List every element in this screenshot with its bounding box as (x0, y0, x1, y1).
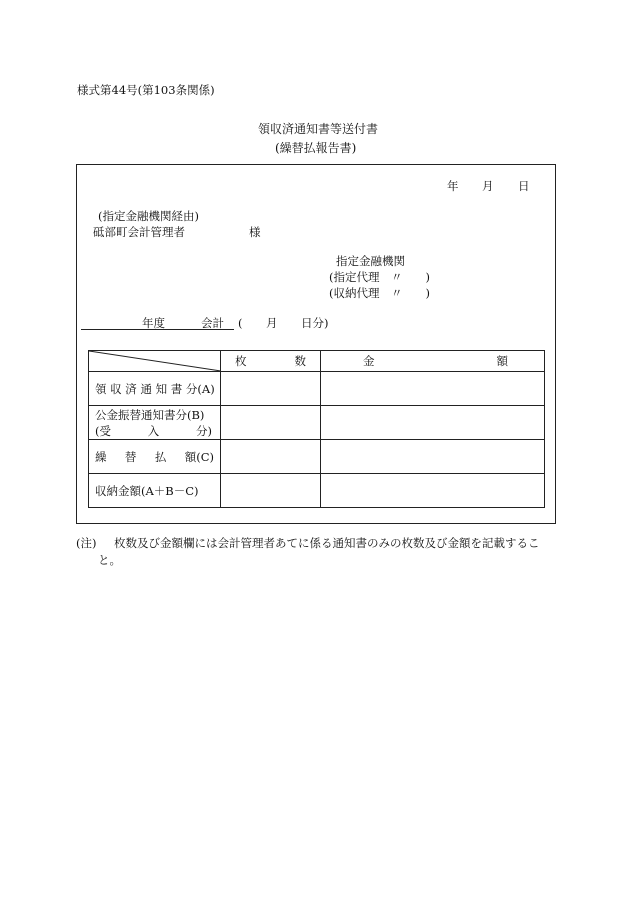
label-part: 払 (154, 449, 167, 464)
table-row (89, 406, 545, 440)
fiscal-year-label: 年度 (142, 316, 165, 330)
document-subtitle: (繰替払報告書) (275, 141, 357, 155)
routing-note: (指定金融機関経由) (98, 209, 199, 223)
sender-agent: (指定代理 〃 ) (329, 270, 430, 284)
label-part: 替 (124, 449, 137, 464)
amount-cell-total[interactable] (321, 474, 545, 508)
amount-cell-reallocation[interactable] (321, 440, 545, 474)
count-header (221, 351, 321, 372)
date-day-label: 日 (518, 179, 530, 193)
sender-institution: 指定金融機関 (336, 254, 405, 268)
amount-cell-transfer[interactable] (321, 406, 545, 440)
table-row (89, 372, 545, 406)
diagonal-header-cell (89, 351, 221, 372)
count-header-char-2: 数 (294, 354, 306, 368)
diagonal-line (89, 351, 221, 371)
sender-collection-agent: (収納代理 〃 ) (329, 286, 430, 300)
form-number: 様式第44号(第103条関係) (77, 83, 215, 97)
amount-header (321, 351, 545, 372)
count-header-char-1: 枚 (235, 354, 247, 368)
count-cell-transfer[interactable] (221, 406, 321, 440)
row-label-transfer-line1: 公金振替通知書分(B) (95, 407, 205, 422)
date-year-label: 年 (447, 179, 459, 193)
row-label-reallocation (89, 440, 221, 474)
note-label: (注) (76, 536, 97, 550)
date-month-label: 月 (482, 179, 494, 193)
amount-table (88, 350, 545, 508)
label-part: (受 (95, 423, 111, 438)
row-label-total: 収納金額(A＋B－C) (89, 474, 221, 508)
table-row (89, 474, 545, 508)
row-label-transfer (89, 406, 221, 440)
fiscal-account-label: 会計 (201, 316, 224, 330)
row-label-transfer-line2 (95, 423, 220, 439)
label-part: 入 (147, 423, 160, 438)
count-cell-total[interactable] (221, 474, 321, 508)
addressee-name: 砥部町会計管理者 (93, 225, 185, 239)
fiscal-day-label: 日分) (301, 316, 329, 330)
count-cell-reallocation[interactable] (221, 440, 321, 474)
fiscal-month-label: 月 (266, 316, 278, 330)
amount-cell-receipt[interactable] (321, 372, 545, 406)
label-part: 分) (196, 423, 212, 438)
label-part: 額(C) (184, 449, 214, 464)
row-label-receipt: 領 収 済 通 知 書 分(A) (89, 372, 221, 406)
count-cell-receipt[interactable] (221, 372, 321, 406)
fiscal-open-paren: ( (238, 316, 243, 330)
addressee-honorific: 様 (249, 225, 261, 239)
note-text-line1: 枚数及び金額欄には会計管理者あてに係る通知書のみの枚数及び金額を記載するこ (114, 536, 540, 550)
table-header-row (89, 351, 545, 372)
label-part: 繰 (95, 449, 107, 464)
note-text-line2: と。 (98, 553, 121, 567)
amount-header-char-2: 額 (496, 354, 508, 368)
document-title: 領収済通知書等送付書 (258, 122, 379, 136)
table-row (89, 440, 545, 474)
amount-header-char-1: 金 (363, 354, 375, 368)
